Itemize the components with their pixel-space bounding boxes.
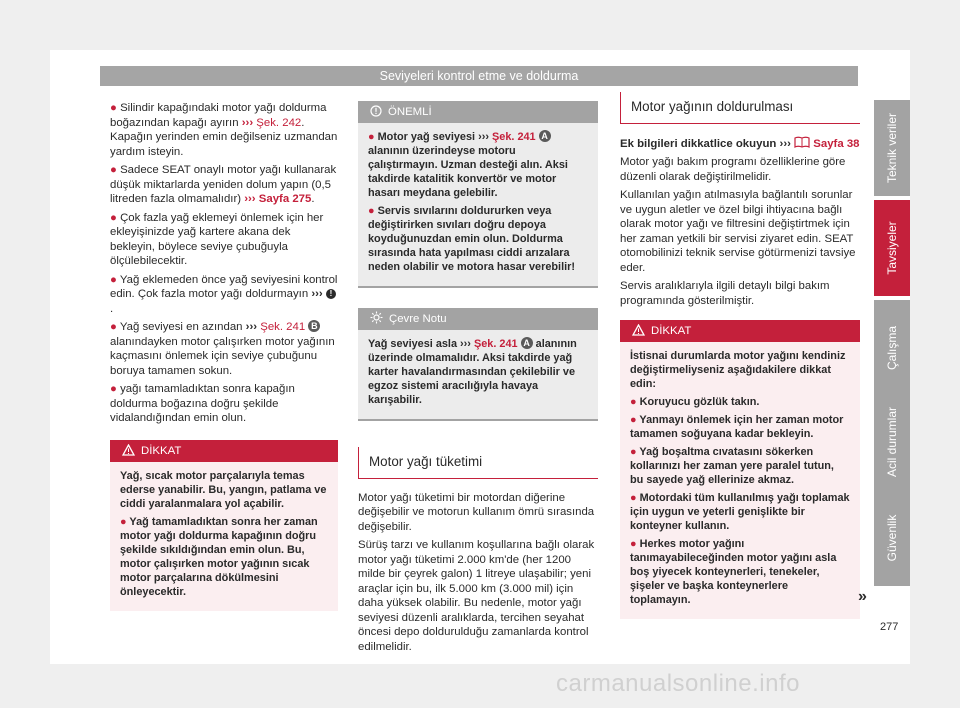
- page-number: 277: [880, 621, 899, 633]
- list-item: ● Yanmayı önlemek için her zaman motor tamamen soğuyana kadar bekleyin.: [630, 414, 844, 440]
- column-3: [620, 92, 860, 619]
- paragraph: Motor yağı tüketimi bir motordan diğerine değişebilir ve motorun kullanım ömrü sırasında değişebilir.: [358, 491, 595, 533]
- important-title: ÖNEMLİ: [388, 106, 432, 118]
- page-header: Seviyeleri kontrol etme ve doldurma: [100, 66, 858, 86]
- important-header: [358, 101, 598, 123]
- environment-leaf-icon: [370, 311, 383, 324]
- read-more-intro: Ek bilgileri dikkatlice okuyun ››› Sayfa 38: [620, 137, 860, 150]
- bullet-icon: ●: [110, 383, 117, 395]
- marker-b-icon: B: [308, 320, 320, 332]
- chevron-icon: ›››: [779, 137, 791, 150]
- continue-arrow-icon: »: [858, 588, 867, 605]
- chevron-icon: ›››: [478, 131, 489, 143]
- list-item: ● Sadece SEAT onaylı motor yağı kullanarak düşük miktarlarda yeniden dolum yapın (0,5 litreden fazla olmamalıdır) ››› Sayfa 275.: [110, 164, 337, 205]
- divider: [358, 419, 598, 421]
- figure-link[interactable]: Şek. 241: [260, 321, 306, 333]
- warning-text: İstisnai durumlarda motor yağını kendiniz değiştirmeliyseniz aşağıdakilere dikkat edin:: [630, 350, 846, 390]
- important-box: [358, 101, 598, 288]
- bullet-icon: ●: [110, 321, 117, 333]
- book-icon: [794, 136, 810, 149]
- tab-acil-durumlar[interactable]: Acil durumlar: [874, 394, 910, 490]
- tab-calisma[interactable]: Çalışma: [874, 300, 910, 396]
- warning-marker-icon: !: [326, 289, 336, 299]
- bullet-icon: ●: [120, 515, 127, 528]
- warning-title: DİKKAT: [141, 444, 182, 457]
- list-item: ● Silindir kapağındaki motor yağı doldurma boğazından kapağı ayırın ››› Şek. 242. Kapağın yerinden emin değilseniz uzmandan yardım isteyin.: [110, 102, 338, 158]
- column-1: [110, 101, 338, 611]
- tab-guvenlik[interactable]: Güvenlik: [874, 490, 910, 586]
- list-item: ● Motor yağ seviyesi ››› Şek. 241 A alanının üzerindeyse motoru çalıştırmayın. Uzman desteği alın. Aksi takdirde katalitik konvertör ve motor hasarı meydana gelebilir.: [368, 131, 568, 199]
- figure-link[interactable]: Şek. 241: [473, 338, 518, 350]
- list-item: ● Herkes motor yağını tanımayabileceğinden motor yağını asla boş yiyecek konteynerleri, tenekeler, şişeler ve başka konteynerlere toplamayın.: [630, 538, 837, 606]
- warning-box: [620, 320, 860, 619]
- section-title: Motor yağı tüketimi: [358, 447, 598, 479]
- page-link[interactable]: Sayfa 275: [258, 193, 312, 205]
- chevron-icon: ›››: [245, 321, 258, 333]
- info-circle-icon: [370, 105, 382, 117]
- divider: [358, 286, 598, 288]
- warning-header: [110, 440, 338, 462]
- important-body: [358, 123, 598, 286]
- environment-note-header: [358, 308, 598, 330]
- list-item: ● Yağ eklemeden önce yağ seviyesini kontrol edin. Çok fazla motor yağı doldurmayın ››› !.: [110, 273, 338, 315]
- bullet-icon: ●: [630, 396, 637, 408]
- list-item: ● Motordaki tüm kullanılmış yağı toplamak için uygun ve yeterli genişlikte bir konteyner kullanın.: [630, 492, 850, 532]
- environment-note-box: [358, 308, 598, 421]
- bullet-icon: ●: [368, 205, 375, 217]
- warning-header: [620, 320, 860, 342]
- warning-body: [110, 462, 338, 611]
- paragraph: Sürüş tarzı ve kullanım koşullarına bağlı olarak motor yağı tüketimi 2.000 km'de (her 1200 milde bir çeyrek galon) 1 litreye ulaşabilir; yeni araçlar için bu, ilk 5.000 km (3.000 mil) için daha yüksek olabilir. Bu nedenle, motor yağı seviyesi düzenli aralıklarda, tercihen seyahat öncesi depo doldurulduğu zamanlarda kontrol edilmelidir.: [358, 539, 595, 653]
- chevron-icon: ›››: [311, 288, 323, 300]
- bullet-icon: ●: [630, 446, 637, 458]
- page-link[interactable]: Sayfa 38: [813, 137, 860, 150]
- bullet-icon: ●: [110, 211, 117, 224]
- environment-note-body: [358, 330, 598, 419]
- figure-link[interactable]: Şek. 241: [492, 131, 536, 143]
- warning-text: Yağ, sıcak motor parçalarıyla temas ederse yanabilir. Bu, yangın, patlama ve ciddi yaralanmalara yol açabilir.: [120, 469, 327, 510]
- paragraph: Kullanılan yağın atılmasıyla bağlantılı sorunlar ve uygun aletler ve özel bilgi ihtiyacına bağlı olarak motor yağı ve filtresini değiştirtmek için her zaman yetkili bir servisi ziyaret edin. SEAT otomobilinizi teknik servise götürmenizi tavsiye eder.: [620, 189, 856, 274]
- marker-a-icon: A: [539, 130, 551, 142]
- list-item: ● Koruyucu gözlük takın.: [630, 396, 760, 408]
- chevron-icon: ›››: [244, 193, 256, 205]
- bullet-icon: ●: [630, 492, 637, 504]
- list-item: ● Yağ seviyesi en azından ››› Şek. 241 B alanındayken motor çalışırken motor yağının kaçmasını önlemek için seviye çubuğunu boruya tamamen sokun.: [110, 321, 335, 377]
- warning-box: [110, 440, 338, 611]
- bullet-icon: ●: [630, 414, 637, 426]
- bullet-icon: ●: [110, 273, 117, 286]
- environment-note-text: Yağ seviyesi asla ››› Şek. 241 A alanının üzerinde olmamalıdır. Aksi takdirde yağ karter havalandırmasından çekilebilir ve egzoz sistemi aracılığıyla havaya karışabilir.: [368, 338, 577, 406]
- watermark: carmanualsonline.info: [556, 670, 800, 697]
- chevron-icon: ›››: [460, 338, 471, 350]
- list-item: ● Yağ boşaltma cıvatasını sökerken kollarınızı her zaman yere paralel tutun, bu sayede yağ ellerinize akmaz.: [630, 446, 834, 486]
- tab-tavsiyeler[interactable]: Tavsiyeler: [874, 200, 910, 296]
- paragraph: Servis aralıklarıyla ilgili detaylı bilgi bakım programında gösterilmiştir.: [620, 280, 830, 307]
- column-2: [358, 101, 598, 658]
- bullet-icon: ●: [110, 102, 117, 114]
- warning-title: DİKKAT: [651, 325, 692, 337]
- figure-link[interactable]: Şek. 242: [256, 116, 302, 129]
- marker-a-icon: A: [521, 337, 533, 349]
- tab-teknik-veriler[interactable]: Teknik veriler: [874, 100, 910, 196]
- list-item: ● Çok fazla yağ eklemeyi önlemek için her ekleyişinizde yağ kartere akana dek bekleyin, böylece seviye çubuğuyla ölçülebilecektir.: [110, 211, 324, 267]
- list-item: ● Yağ tamamladıktan sonra her zaman motor yağı doldurma kapağının doğru şekilde sıkıldığından emin olun. Bu, motor çalışırken motor yağının sıcak motor parçalarına dökülmesini önleyecektir.: [120, 515, 318, 598]
- list-item: ● Servis sıvılarını doldururken veya değiştirirken sıvıları doğru depoya koyduğunuzdan emin olun. Doldurma sırasında hata yapılması ciddi arızalara neden olabilir ve motora hasar verebilir!: [368, 205, 575, 273]
- warning-triangle-icon: [632, 324, 645, 336]
- bullet-icon: ●: [368, 131, 375, 143]
- section-title: Motor yağının doldurulması: [620, 92, 860, 124]
- chevron-icon: ›››: [241, 116, 254, 129]
- warning-body: [620, 342, 860, 619]
- environment-note-title: Çevre Notu: [389, 313, 447, 325]
- list-item: ● yağı tamamladıktan sonra kapağın doldurma boğazına doğru şekilde vidalandığından emin olun.: [110, 383, 295, 424]
- bullet-icon: ●: [630, 538, 637, 550]
- warning-triangle-icon: [122, 444, 135, 456]
- bullet-icon: ●: [110, 164, 117, 176]
- paragraph: Motor yağı bakım programı özelliklerine göre düzenli olarak değiştirilmelidir.: [620, 156, 846, 183]
